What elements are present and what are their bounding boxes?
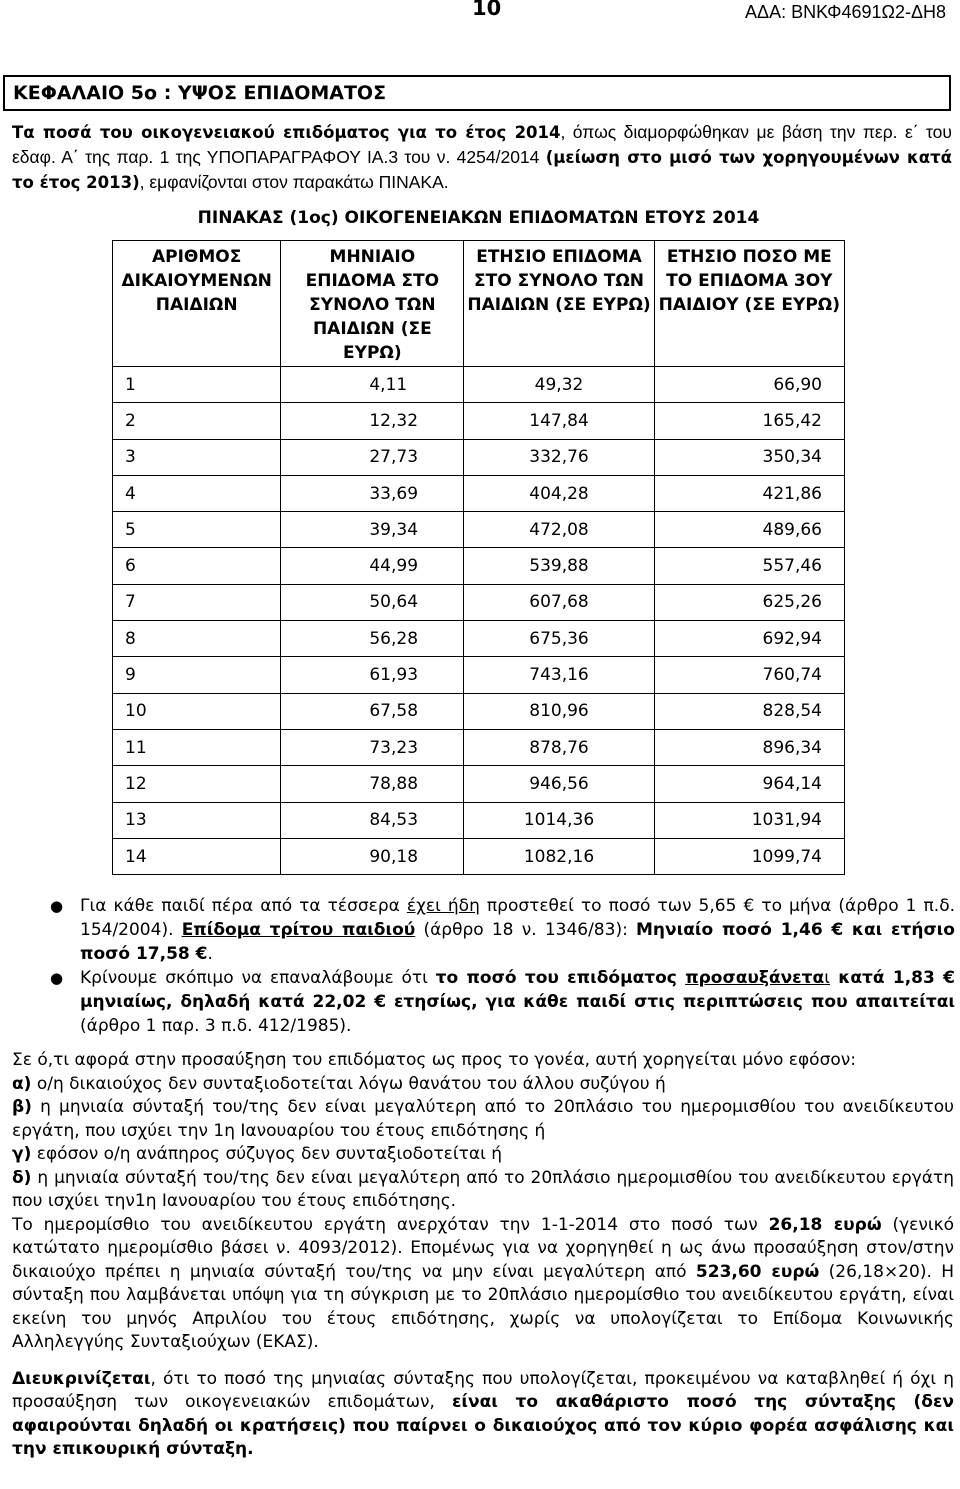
intro-bold-1: Τα ποσά του οικογενειακού επιδόματος για το έτος 2014 (12, 123, 561, 142)
cell-annual-third: 964,14 (654, 766, 844, 802)
table-row (113, 475, 845, 511)
bullet-icon: ● (50, 969, 64, 987)
cell-annual-third: 828,54 (654, 693, 844, 729)
cell-children: 14 (113, 838, 281, 874)
condition-b: β) η μηνιαία σύνταξή του/της δεν είναι μεγαλύτερη από το 20πλάσιο του ημερομισθίου του ανειδίκευτου εργάτη, που ισχύει την 1η Ιανουαρίου του έτους επιδότησης ή (12, 1097, 954, 1141)
cell-children: 12 (113, 766, 281, 802)
cell-monthly: 12,32 (281, 403, 464, 439)
intro-bold-2: (μείωση στο μισό των χορηγουμένων κατά το έτος 2013) (12, 148, 952, 192)
cell-annual: 743,16 (464, 657, 654, 693)
cell-annual: 1082,16 (464, 838, 654, 874)
cell-annual-third: 421,86 (654, 475, 844, 511)
condition-c: γ) εφόσον ο/η ανάπηρος σύζυγος δεν συνταξιοδοτείται ή (12, 1144, 502, 1164)
table-header-row (113, 241, 845, 367)
cell-annual-third: 165,42 (654, 403, 844, 439)
intro-text-1: , όπως διαμορφώθηκαν με βάση την περ. ε΄ του εδαφ. Α΄ της παρ. 1 της ΥΠΟΠΑΡΑΓΡΑΦΟΥ ΙΑ.3 του ν. 4254/2014 (12, 122, 952, 167)
page-number: 10 (472, 0, 502, 20)
condition-d: δ) η μηνιαία σύνταξή του/της δεν είναι μεγαλύτερη από το 20πλάσιο ημερομισθίου του ανειδίκευτου εργάτη που ισχύει την1η Ιανουαρίου του έτους επιδότησης. (12, 1167, 954, 1211)
cell-annual-third: 625,26 (654, 584, 844, 620)
cell-annual: 946,56 (464, 766, 654, 802)
table-row (113, 766, 845, 802)
cell-annual: 607,68 (464, 584, 654, 620)
chapter-title: ΚΕΦΑΛΑΙΟ 5ο : ΥΨΟΣ ΕΠΙΔΟΜΑΤΟΣ (13, 82, 387, 104)
cell-monthly: 67,58 (281, 693, 464, 729)
table-title: ΠΙΝΑΚΑΣ (1ος) ΟΙΚΟΓΕΝΕΙΑΚΩΝ ΕΠΙΔΟΜΑΤΩΝ ΕΤΟΥΣ 2014 (113, 196, 845, 241)
cell-monthly: 33,69 (281, 475, 464, 511)
intro-text-2: , εμφανίζονται στον παρακάτω ΠΙΝΑΚΑ. (139, 172, 449, 192)
table-row (113, 403, 845, 439)
paragraph-wage: Το ημερομίσθιο του ανειδίκευτου εργάτη ανερχόταν την 1-1-2014 στο ποσό των 26,18 ευρώ (γενικό κατώτατο ημερομίσθιο βάσει ν. 4093/2012). Επομένως για να χορηγηθεί η ως άνω προσαύξηση στον/στην δικαιούχο πρέπει η μηνιαία σύνταξή του/της να μην είναι μεγαλύτερη από 523,60 ευρώ (26,18×20). Η σύνταξη που λαμβάνεται υπόψη για τη σύγκριση με το 20πλάσιο ημερομίσθιο του ανειδίκευτου εργάτη, είναι εκείνη του μηνός Απριλίου του έτους επιδότησης, χωρίς να υπολογίζεται το Επίδομα Κοινωνικής Αλληλεγγύης Συνταξιούχων (ΕΚΑΣ). (12, 1214, 954, 1352)
cell-annual-third: 1099,74 (654, 838, 844, 874)
cell-annual-third: 489,66 (654, 512, 844, 548)
cell-children: 11 (113, 729, 281, 765)
table-row (113, 584, 845, 620)
table-row (113, 439, 845, 475)
cell-annual: 675,36 (464, 621, 654, 657)
cell-annual: 539,88 (464, 548, 654, 584)
ada-code: ΑΔΑ: ΒΝΚΦ4691Ω2-ΔΗ8 (745, 2, 946, 22)
table-row (113, 621, 845, 657)
table-row (113, 838, 845, 874)
cell-children: 5 (113, 512, 281, 548)
paragraph-clarification: Διευκρινίζεται, ότι το ποσό της μηνιαίας σύνταξης που υπολογίζεται, προκειμένου να καταβληθεί ή όχι η προσαύξηση των οικογενειακών επιδομάτων, είναι το ακαθάριστο ποσό της σύνταξης (δεν αφαιρούνται δηλαδή οι κρατήσεις) που παίρνει ο δικαιούχος από τον κύριο φορέα ασφάλισης και την επικουρική σύνταξη. (12, 1368, 954, 1459)
table-row (113, 729, 845, 765)
cell-monthly: 61,93 (281, 657, 464, 693)
cell-annual-third: 692,94 (654, 621, 844, 657)
cell-annual: 472,08 (464, 512, 654, 548)
cell-annual: 1014,36 (464, 802, 654, 838)
cell-annual: 810,96 (464, 693, 654, 729)
cell-children: 8 (113, 621, 281, 657)
cell-annual-third: 350,34 (654, 439, 844, 475)
cell-annual-third: 896,34 (654, 729, 844, 765)
cell-children: 10 (113, 693, 281, 729)
header-monthly: ΜΗΝΙΑΙΟ ΕΠΙΔΟΜΑ ΣΤΟ ΣΥΝΟΛΟ ΤΩΝ ΠΑΙΔΙΩΝ (ΣΕ ΕΥΡΩ) (281, 241, 464, 367)
cell-annual: 147,84 (464, 403, 654, 439)
cell-monthly: 84,53 (281, 802, 464, 838)
cell-monthly: 4,11 (281, 367, 464, 403)
cell-monthly: 44,99 (281, 548, 464, 584)
cell-children: 9 (113, 657, 281, 693)
cell-annual: 878,76 (464, 729, 654, 765)
cell-monthly: 73,23 (281, 729, 464, 765)
cell-annual-third: 1031,94 (654, 802, 844, 838)
cell-monthly: 56,28 (281, 621, 464, 657)
cell-children: 6 (113, 548, 281, 584)
cell-annual-third: 557,46 (654, 548, 844, 584)
cell-monthly: 78,88 (281, 766, 464, 802)
allowance-table (112, 196, 845, 875)
cell-annual-third: 66,90 (654, 367, 844, 403)
cell-annual: 332,76 (464, 439, 654, 475)
bullet-icon: ● (50, 897, 64, 915)
table-row (113, 657, 845, 693)
cell-children: 13 (113, 802, 281, 838)
chapter-heading-box (3, 75, 951, 111)
cell-children: 4 (113, 475, 281, 511)
cell-annual-third: 760,74 (654, 657, 844, 693)
cell-monthly: 39,34 (281, 512, 464, 548)
header-children-count: ΑΡΙΘΜΟΣ ΔΙΚΑΙΟΥΜΕΝΩΝ ΠΑΙΔΙΩΝ (113, 241, 281, 367)
cell-monthly: 90,18 (281, 838, 464, 874)
table-row (113, 548, 845, 584)
header-annual: ΕΤΗΣΙΟ ΕΠΙΔΟΜΑ ΣΤΟ ΣΥΝΟΛΟ ΤΩΝ ΠΑΙΔΙΩΝ (ΣΕ ΕΥΡΩ) (464, 241, 654, 367)
table-row (113, 367, 845, 403)
cell-children: 1 (113, 367, 281, 403)
list-item: ● Για κάθε παιδί πέρα από τα τέσσερα έχει ήδη προστεθεί το ποσό των 5,65 € το μήνα (άρθρο 1 π.δ. 154/2004). Επίδομα τρίτου παιδιού (άρθρο 18 ν. 1346/83): Μηνιαίο ποσό 1,46 € και ετήσιο ποσό 17,58 €. (50, 896, 955, 964)
body-text (12, 1049, 954, 1462)
table-row (113, 512, 845, 548)
cell-children: 2 (113, 403, 281, 439)
cell-children: 3 (113, 439, 281, 475)
cell-monthly: 27,73 (281, 439, 464, 475)
paragraph-conditions: Σε ό,τι αφορά στην προσαύξηση του επιδόματος ως προς το γονέα, αυτή χορηγείται μόνο εφόσον: (12, 1050, 856, 1070)
cell-monthly: 50,64 (281, 584, 464, 620)
cell-children: 7 (113, 584, 281, 620)
notes-list (50, 894, 955, 1038)
list-item: ● Κρίνουμε σκόπιμο να επαναλάβουμε ότι το ποσό του επιδόματος προσαυξάνεται κατά 1,83 € μηνιαίως, δηλαδή κατά 22,02 € ετησίως, για κάθε παιδί στις περιπτώσεις που απαιτείται (άρθρο 1 παρ. 3 π.δ. 412/1985). (50, 968, 955, 1036)
header-annual-third-child: ΕΤΗΣΙΟ ΠΟΣΟ ΜΕ ΤΟ ΕΠΙΔΟΜΑ 3ΟΥ ΠΑΙΔΙΟΥ (ΣΕ ΕΥΡΩ) (654, 241, 844, 367)
cell-annual: 404,28 (464, 475, 654, 511)
table-row (113, 693, 845, 729)
condition-a: α) ο/η δικαιούχος δεν συνταξιοδοτείται λόγω θανάτου του άλλου συζύγου ή (12, 1073, 666, 1094)
table-row (113, 802, 845, 838)
intro-paragraph (12, 120, 952, 195)
cell-annual: 49,32 (464, 367, 654, 403)
